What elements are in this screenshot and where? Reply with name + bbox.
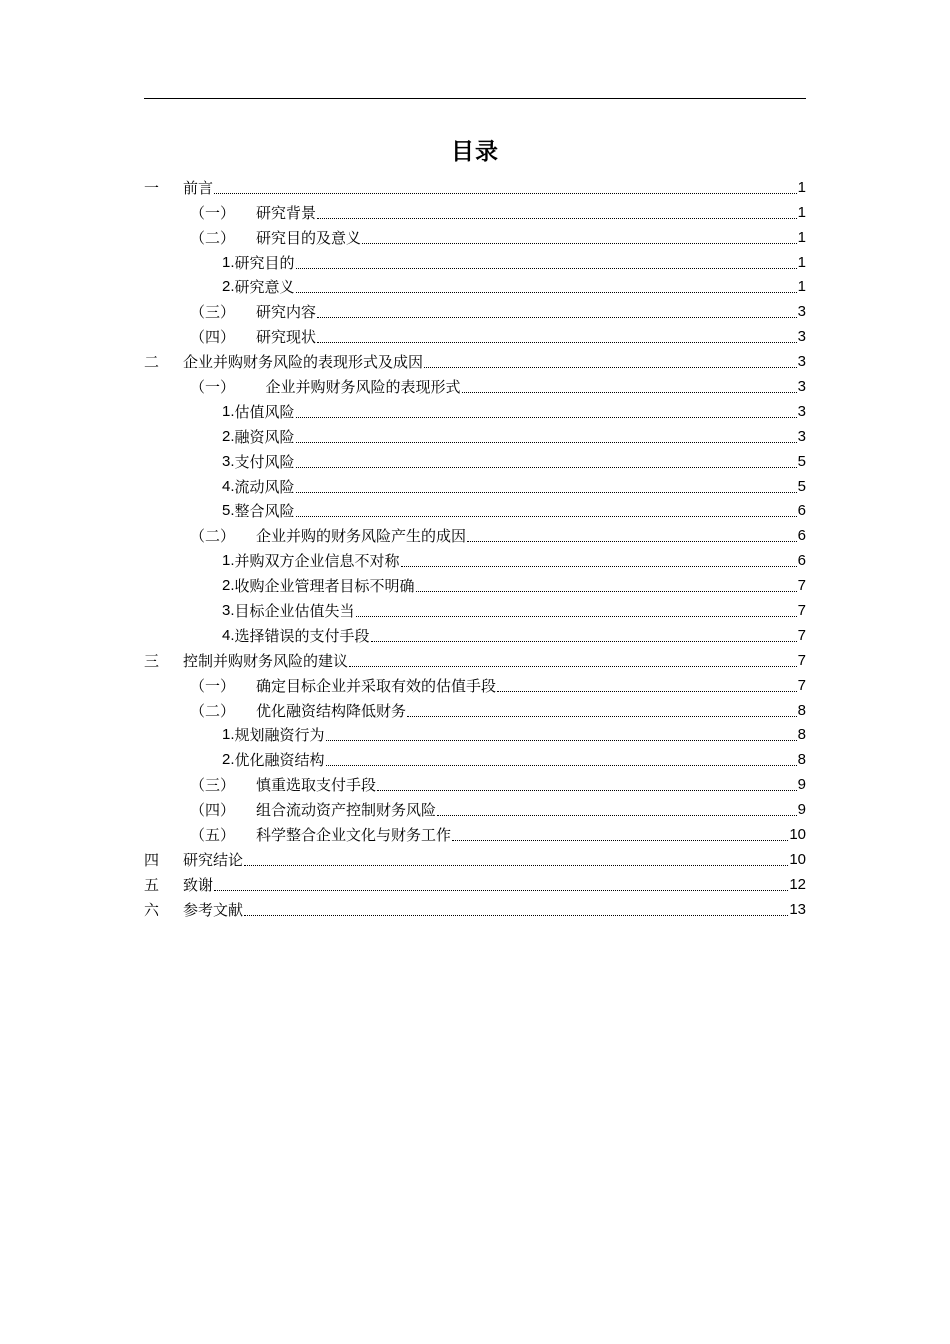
toc-entry-page: 7 [797,602,806,620]
toc-entry-page: 7 [797,676,806,694]
toc-entry-text: 选择错误的支付手段 [234,626,370,645]
toc-entry-label [144,352,423,372]
toc-entry-text: 前言 [183,178,214,197]
toc-entry-label [222,427,295,447]
toc-entry-label [190,526,466,546]
toc-entry-page: 9 [797,801,806,819]
dot-leader [437,815,797,816]
toc-entry-page: 1 [797,278,806,296]
toc-entry-page: 8 [797,701,806,719]
toc-entry-page: 8 [797,726,806,744]
toc-entry-number: 四 [144,850,160,869]
toc-entry-page: 3 [797,427,806,445]
toc-entry[interactable] [144,621,806,646]
toc-entry-page: 9 [797,776,806,794]
toc-entry-label [190,775,376,795]
toc-entry[interactable] [144,372,806,397]
dot-leader [401,566,797,567]
dot-leader [296,467,797,468]
toc-entry-label [222,402,295,422]
toc-entry-label [222,501,295,521]
toc-entry-page: 3 [797,402,806,420]
dot-leader [377,790,797,791]
dot-leader [296,442,797,443]
toc-entry-number: （四） [190,328,236,347]
toc-entry-number: （三） [190,303,236,322]
toc-entry[interactable] [144,745,806,770]
toc-entry-label [144,178,213,198]
toc-entry-text: 融资风险 [234,427,295,446]
toc-entry-number: 二 [144,353,160,372]
toc-entry-number: （三） [190,776,236,795]
toc-entry[interactable] [144,770,806,795]
toc-entry[interactable] [144,273,806,298]
toc-entry[interactable] [144,571,806,596]
toc-entry-label [144,651,348,671]
toc-entry-number: （一） [190,203,236,222]
toc-entry[interactable] [144,671,806,696]
toc-entry-page: 7 [797,626,806,644]
toc-entry-label [190,302,316,322]
dot-leader [424,367,797,368]
toc-entry-number: 3. [222,452,235,470]
toc-entry-number: 3. [222,602,235,620]
toc-entry[interactable] [144,297,806,322]
toc-entry-text: 确定目标企业并采取有效的估值手段 [256,676,497,695]
toc-entry-text: 企业并购的财务风险产生的成因 [256,527,467,546]
toc-entry[interactable] [144,422,806,447]
toc-entry-text: 研究目的及意义 [256,228,362,247]
dot-leader [317,317,797,318]
toc-entry-number: 1. [222,726,235,744]
toc-entry[interactable] [144,721,806,746]
toc-entry-page: 10 [789,850,806,868]
toc-entry[interactable] [144,795,806,820]
dot-leader [296,417,797,418]
toc-entry-page: 6 [797,502,806,520]
dot-leader [452,840,788,841]
dot-leader [244,865,788,866]
toc-entry-label [190,228,361,248]
toc-entry-text: 研究意义 [234,278,295,297]
toc-entry-label [222,601,355,621]
toc-entry-text: 研究结论 [183,850,244,869]
toc-entry-number: 1. [222,253,235,271]
toc-entry-page: 12 [789,875,806,893]
toc-entry-page: 7 [797,651,806,669]
toc-entry[interactable] [144,546,806,571]
toc-entry-label [222,477,295,497]
toc-entry-label [222,277,295,297]
dot-leader [317,342,797,343]
toc-entry-text: 优化融资结构 [234,751,325,770]
toc-entry-label [190,825,451,845]
dot-leader [356,616,797,617]
toc-entry-number: 1. [222,552,235,570]
dot-leader [416,591,797,592]
toc-entry-number: 三 [144,651,160,670]
toc-entry-number: 五 [144,875,160,894]
toc-entry[interactable] [144,870,806,895]
dot-leader [296,492,797,493]
toc-entry-text: 收购企业管理者目标不明确 [234,577,415,596]
toc-entry-page: 8 [797,751,806,769]
toc-entry-number: （四） [190,801,236,820]
toc-entry-label [190,800,436,820]
toc-entry[interactable] [144,322,806,347]
toc-entry-page: 1 [797,203,806,221]
toc-entry-number: （二） [190,701,236,720]
toc-entry-page: 13 [789,900,806,918]
dot-leader [462,392,797,393]
dot-leader [296,516,797,517]
dot-leader [467,541,797,542]
toc-entry-label [222,750,325,770]
toc-entry-page: 5 [797,477,806,495]
dot-leader [497,691,797,692]
toc-entry-number: （二） [190,228,236,247]
toc-entry[interactable] [144,845,806,870]
dot-leader [326,740,797,741]
toc-entry-number: （一） [190,676,236,695]
toc-entry-label [222,576,415,596]
toc-entry-number: 2. [222,427,235,445]
toc-entry[interactable] [144,696,806,721]
dot-leader [326,765,797,766]
toc-entry[interactable] [144,497,806,522]
toc-entry-label [190,377,461,397]
toc-entry[interactable] [144,223,806,248]
header-rule [144,98,806,99]
toc-entry[interactable] [144,895,806,920]
toc-entry-page: 6 [797,527,806,545]
toc-entry-number: （二） [190,527,236,546]
dot-leader [214,890,788,891]
toc-entry[interactable] [144,248,806,273]
toc-entry-number: 1. [222,402,235,420]
toc-entry-page: 10 [789,826,806,844]
toc-entry-page: 1 [797,178,806,196]
toc-entry-number: 4. [222,626,235,644]
dot-leader [407,716,797,717]
toc-entry[interactable] [144,472,806,497]
dot-leader [362,243,797,244]
toc-entry-text: 研究现状 [256,328,317,347]
toc-entry-number: 2. [222,751,235,769]
toc-entry[interactable] [144,820,806,845]
toc-entry-label [222,452,295,472]
toc-entry[interactable] [144,646,806,671]
toc-entry-label [190,701,406,721]
dot-leader [349,666,797,667]
toc-entry-label [144,875,213,895]
toc-entry-text: 科学整合企业文化与财务工作 [256,826,452,845]
dot-leader [296,292,797,293]
toc-entry[interactable] [144,397,806,422]
toc-entry-number: （一） [190,378,236,397]
dot-leader [317,218,797,219]
toc-entry[interactable] [144,521,806,546]
toc-entry-page: 3 [797,353,806,371]
toc-entry-text: 目标企业估值失当 [234,602,355,621]
toc-entry-text: 企业并购财务风险的表现形式及成因 [183,353,424,372]
toc-entry-text: 研究目的 [234,253,295,272]
toc-entry-label [222,626,370,646]
toc-entry[interactable] [144,198,806,223]
toc-entry-page: 6 [797,552,806,570]
toc-entry-page: 3 [797,378,806,396]
toc-entry-label [222,253,295,273]
toc-entry-text: 研究背景 [256,203,317,222]
toc-entry-text: 优化融资结构降低财务 [256,701,407,720]
toc-entry-text: 规划融资行为 [234,726,325,745]
toc-entry-text: 研究内容 [256,303,317,322]
toc-entry-label [222,725,325,745]
toc-entry-number: 一 [144,178,160,197]
toc-entry-page: 1 [797,253,806,271]
toc-entry-number: 2. [222,577,235,595]
toc-entry[interactable] [144,596,806,621]
dot-leader [296,268,797,269]
toc-entry-text: 企业并购财务风险的表现形式 [256,378,461,397]
toc-entry[interactable] [144,447,806,472]
dot-leader [214,193,797,194]
table-of-contents [144,173,806,920]
toc-entry-page: 3 [797,303,806,321]
dot-leader [244,915,788,916]
toc-entry-text: 控制并购财务风险的建议 [183,651,349,670]
toc-entry-label [190,327,316,347]
toc-entry-text: 流动风险 [234,477,295,496]
toc-entry-number: 2. [222,278,235,296]
toc-entry-text: 整合风险 [234,502,295,521]
toc-entry-text: 估值风险 [234,402,295,421]
toc-entry-text: 慎重选取支付手段 [256,776,377,795]
toc-entry-page: 1 [797,228,806,246]
toc-entry-number: 4. [222,477,235,495]
toc-entry-page: 5 [797,452,806,470]
toc-entry-text: 致谢 [183,875,214,894]
toc-entry-label [144,850,243,870]
toc-entry-label [190,203,316,223]
toc-entry[interactable] [144,173,806,198]
toc-entry[interactable] [144,347,806,372]
toc-entry-label [190,676,496,696]
toc-entry-page: 7 [797,577,806,595]
toc-entry-text: 并购双方企业信息不对称 [234,552,400,571]
toc-entry-text: 组合流动资产控制财务风险 [256,801,437,820]
toc-entry-number: （五） [190,826,236,845]
toc-entry-text: 支付风险 [234,452,295,471]
toc-entry-number: 六 [144,900,160,919]
dot-leader [371,641,797,642]
toc-entry-label [144,900,243,920]
toc-entry-label [222,551,400,571]
toc-entry-text: 参考文献 [183,900,244,919]
toc-entry-number: 5. [222,502,235,520]
toc-entry-page: 3 [797,328,806,346]
toc-title: 目录 [451,139,499,165]
